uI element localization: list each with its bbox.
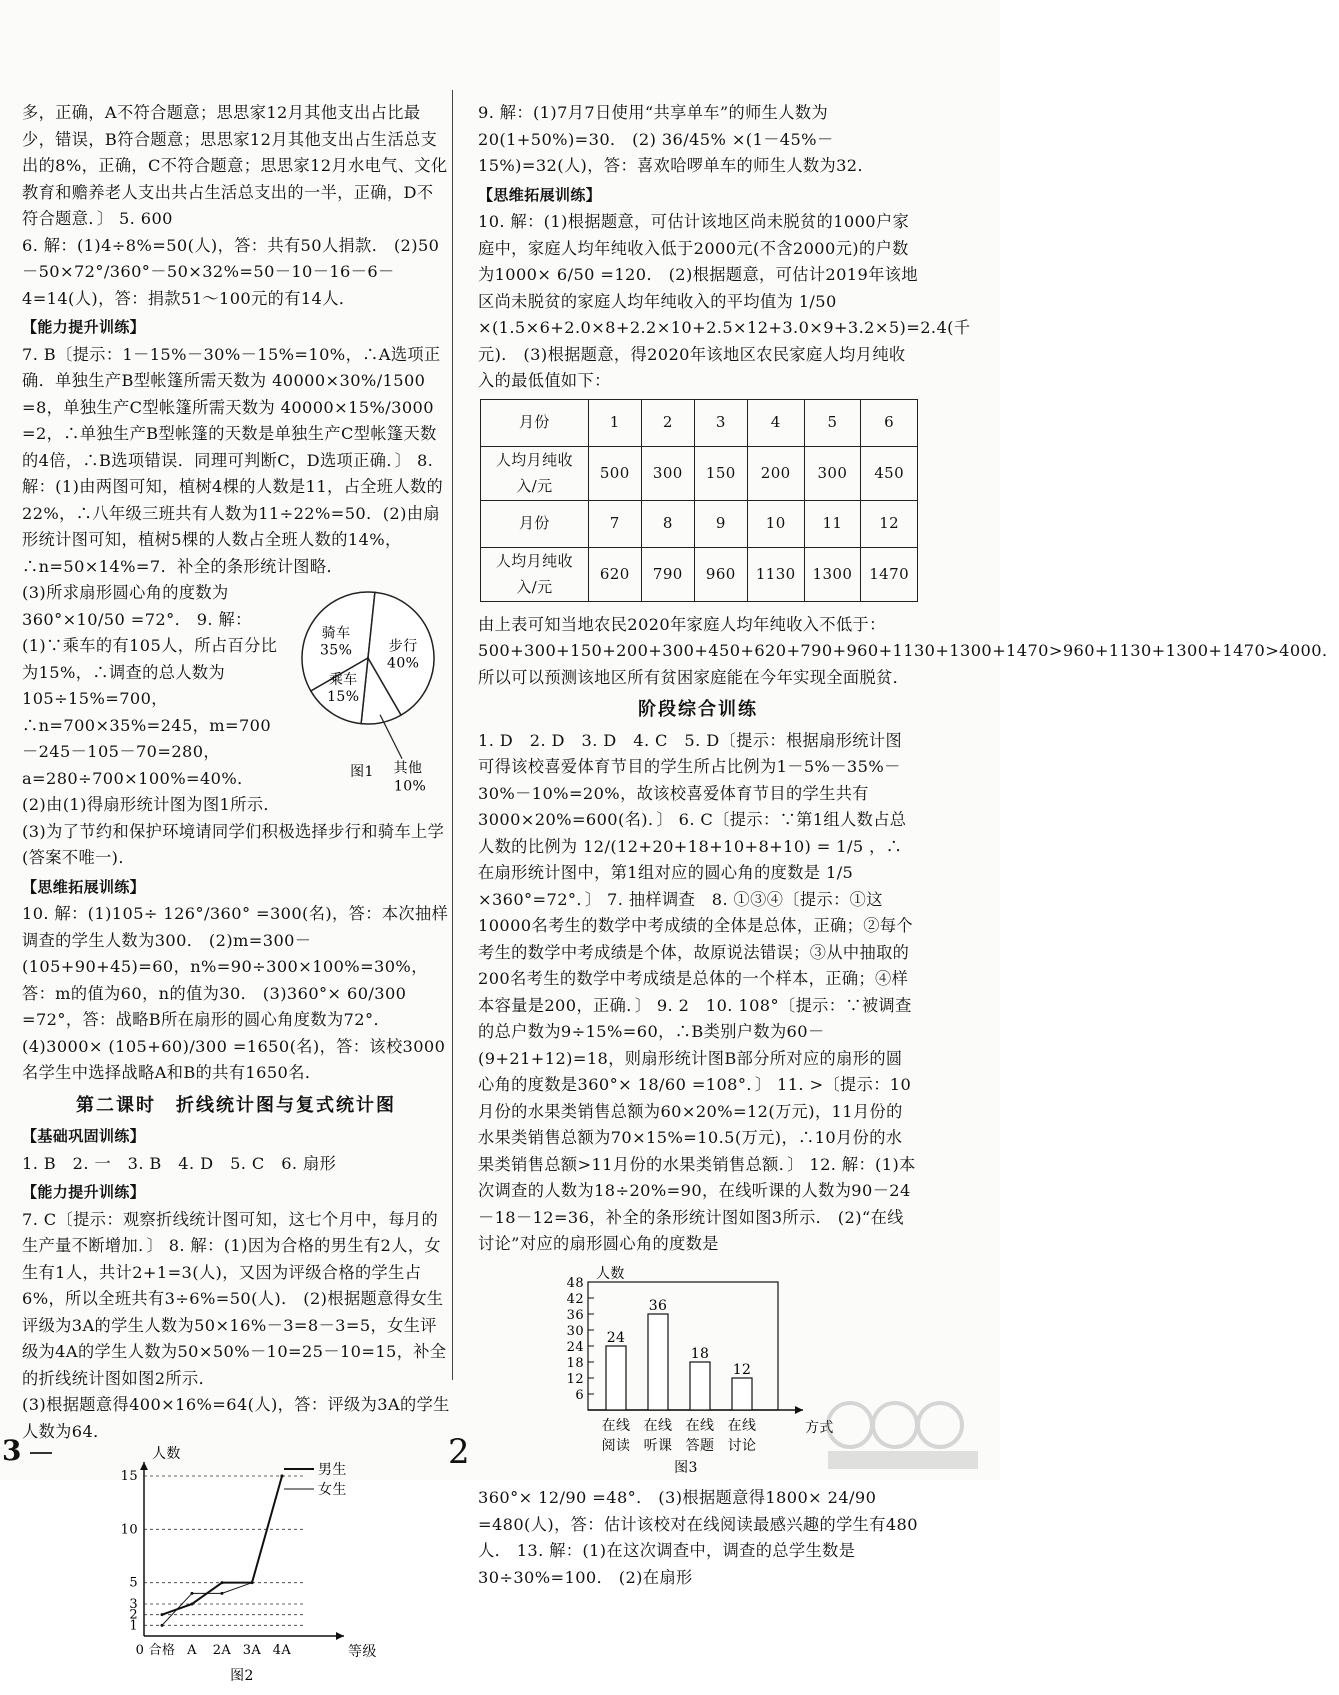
paragraph: 多，正确，A不符合题意；思思家12月其他支出占比最少，错误，B符合题意；思思家12月其他支出占生活总支出的8%，正确，C不符合题意；思思家12月水电气、文化教育和赡养老人支出共占生活总支出的一半，正确，D不符合题意．〕 5. 600 — [22, 103, 448, 228]
y-tick-label: 1 — [129, 1618, 138, 1634]
data-point — [251, 1581, 254, 1584]
y-tick-label: 24 — [566, 1339, 584, 1355]
data-point — [161, 1613, 164, 1616]
x-axis-arrow — [795, 1406, 803, 1414]
paragraph: 1. D 2. D 3. D 4. C 5. D〔提示：根据扇形统计图可得该校喜爱体育节目的学生所占比例为1－5%－35%－30%－10%=20%，故该校喜爱体育节目的学生共有3000×20%=600(名)．〕 6. C〔提示：∵第1组人数占总人数的比例为 12/(12+20+18+10+8+10) = 1/5 ，∴在扇形统计图中，第1组对应的圆心角的度数是 1/5 ×360°=72°．〕 7. 抽样调查 8. ①③④〔提示：①这10000名考生的数学中考成绩的全体是总体，正确；②每个考生的数学中考成绩是个体，故原说法错误；③从中抽取的200名考生的数学中考成绩是总体的一个样本，正确；④样本容量是200，正确．〕 9. 2 10. 108°〔提示：∵被调查的总户数为9÷15%=60，∴B类别户数为60－(9+21+12)=18，则扇形统计图B部分所对应的扇形的圆心角的度数是360°× 18/60 =108°．〕 11. >〔提示：10月份的水果类销售总额为60×20%=12(万元)，11月份的水果类销售总额为70×15%=10.5(万元)，∴10月份的水果类销售总额>11月份的水果类销售总额．〕 12. 解：(1)本次调查的人数为18÷20%=90，在线听课的人数为90－24－18－12=36，补全的条形统计图如图3所示． (2)“在线讨论”对应的扇形圆心角的度数是 — [478, 730, 916, 1253]
x-tick-label: 3A — [242, 1643, 262, 1658]
y-tick-label: 12 — [566, 1371, 584, 1387]
right-column — [478, 100, 1339, 1591]
pie-percent-label: 10% — [393, 778, 427, 795]
y-tick-label: 3 — [129, 1597, 138, 1612]
table-cell: 200 — [747, 446, 804, 500]
table-cell: 2 — [641, 399, 694, 446]
legend-label: 女生 — [318, 1482, 347, 1498]
section-heading: 【思维拓展训练】 — [22, 877, 146, 896]
pie-percent-label: 35% — [319, 642, 353, 659]
x-tick-label-line1: 在线 — [601, 1417, 631, 1434]
pie-category-label: 步行 — [388, 638, 418, 655]
pie-category-label: 其他 — [393, 760, 423, 777]
table-row — [481, 500, 918, 547]
x-tick-label-line2: 讨论 — [727, 1437, 757, 1454]
pie-block — [22, 580, 450, 819]
x-tick-label: 4A — [272, 1643, 292, 1658]
paragraph: 6. 解：(1)4÷8%=50(人)，答：共有50人捐款． (2)50－50×72°/360°－50×32%=50－10－16－6－4=14(人)，答：捐款51～100元的有14人． — [22, 235, 440, 308]
x-axis-label: 等级 — [348, 1644, 377, 1660]
section-title: 阶段综合训练 — [638, 699, 758, 720]
table-cell: 500 — [588, 446, 641, 500]
figure-caption: 图1 — [350, 764, 374, 780]
y-tick-label: 10 — [120, 1522, 138, 1538]
y-tick-label: 48 — [566, 1275, 584, 1291]
page-number: 2 — [448, 1432, 470, 1472]
pie-percent-label: 40% — [387, 655, 420, 672]
table-cell: 12 — [861, 500, 918, 547]
paragraph: (2)由(1)得扇形统计图为图1所示． — [22, 795, 281, 814]
y-axis-label: 人数 — [152, 1446, 181, 1462]
paragraph: (3)为了节约和保护环境请同学们积极选择步行和骑车上学(答案不唯一)． — [22, 821, 445, 867]
series-line-1 — [162, 1476, 282, 1625]
pie-chart-figure-1 — [290, 580, 450, 795]
paragraph: 由上表可知当地农民2020年家庭人均年纯收入不低于：500+300+150+200+300+450+620+790+960+1130+1300+1470>960+1130+1300+1470>4000．所以可以预测该地区所有贫困家庭能在今年实现全面脱贫． — [478, 614, 1339, 687]
table-row — [481, 547, 918, 601]
table-row — [481, 446, 918, 500]
column-divider — [452, 90, 453, 1380]
figure-caption: 图3 — [674, 1459, 698, 1476]
income-table — [480, 399, 918, 602]
paragraph: (3)所求扇形圆心角的度数为 360°×10/50 =72°． 9. 解：(1)∵乘车的有105人，所占百分比为15%，∴调查的总人数为105÷15%=700，∴n=700×35%=245，m=700－245－105－70=280，a=280÷700×100%=40%． — [22, 583, 278, 788]
paragraph: 7. C〔提示：观察折线统计图可知，这七个月中，每月的生产量不断增加．〕 8. 解：(1)因为合格的男生有2人，女生有1人，共计2+1=3(人)，又因为评级合格的学生占6%，所以全班共有3÷6%=50(人)． (2)根据题意得女生评级为3A的学生人数为50×16%－3=8－3=5，女生评级为4A的学生人数为50×50%－10=25－10=15，补全的折线统计图如图2所示． — [22, 1209, 447, 1388]
table-cell: 960 — [694, 547, 747, 601]
y-axis-arrow — [140, 1462, 148, 1470]
table-cell: 300 — [641, 446, 694, 500]
data-point — [161, 1624, 164, 1627]
table-cell: 1300 — [804, 547, 861, 601]
table-cell: 790 — [641, 547, 694, 601]
table-cell: 月份 — [481, 399, 589, 446]
x-tick-label: 合格 — [148, 1643, 176, 1658]
bar-chart-figure-3 — [558, 1262, 838, 1477]
bar-value-label: 18 — [690, 1345, 710, 1362]
data-point — [221, 1592, 224, 1595]
table-cell: 9 — [694, 500, 747, 547]
table-cell: 7 — [588, 500, 641, 547]
watermark-logo — [820, 1385, 990, 1475]
x-tick-label-line1: 在线 — [727, 1417, 757, 1434]
paragraph: (3)根据题意得400×16%=64(人)，答：评级为3A的学生人数为64． — [22, 1395, 450, 1441]
table-cell: 人均月纯收入/元 — [481, 446, 589, 500]
bar-value-label: 12 — [732, 1361, 752, 1378]
y-tick-label: 18 — [566, 1355, 584, 1371]
lesson-title: 第二课时 折线统计图与复式统计图 — [76, 1094, 396, 1116]
section-heading: 【思维拓展训练】 — [478, 185, 602, 204]
bar-value-label: 24 — [606, 1329, 626, 1346]
table-cell: 10 — [747, 500, 804, 547]
x-axis-arrow — [336, 1632, 344, 1640]
x-axis-label: 方式 — [805, 1419, 834, 1436]
bar — [690, 1362, 710, 1410]
table-cell: 月份 — [481, 500, 589, 547]
table-cell: 1 — [588, 399, 641, 446]
y-tick-label: 30 — [566, 1323, 584, 1339]
bar — [648, 1314, 668, 1410]
table-cell: 5 — [804, 399, 861, 446]
origin-label: 0 — [135, 1643, 145, 1658]
table-cell: 3 — [694, 399, 747, 446]
table-cell: 11 — [804, 500, 861, 547]
section-heading: 【能力提升训练】 — [22, 1183, 146, 1201]
x-tick-label-line1: 在线 — [685, 1417, 715, 1434]
table-cell: 1130 — [747, 547, 804, 601]
y-tick-label: 2 — [129, 1607, 138, 1623]
y-tick-label: 5 — [129, 1575, 138, 1591]
table-cell: 人均月纯收入/元 — [481, 547, 589, 601]
table-cell: 4 — [747, 399, 804, 446]
x-tick-label-line2: 听课 — [643, 1437, 673, 1454]
section-heading: 【能力提升训练】 — [22, 318, 146, 336]
data-point — [191, 1603, 194, 1606]
x-tick-label: A — [187, 1643, 197, 1658]
table-cell: 150 — [694, 446, 747, 500]
data-point — [191, 1592, 194, 1595]
bar — [606, 1346, 626, 1410]
table-cell: 450 — [861, 446, 918, 500]
figure-caption: 图2 — [230, 1668, 254, 1684]
x-tick-label-line2: 答题 — [685, 1437, 715, 1454]
table-row — [481, 399, 918, 446]
y-tick-label: 42 — [566, 1291, 584, 1307]
line-chart-figure-2 — [102, 1446, 402, 1686]
left-column — [22, 100, 450, 1695]
paragraph: 10. 解：(1)105÷ 126°/360° =300(名)，答：本次抽样调查的学生人数为300． (2)m=300－(105+90+45)=60，n%=90÷300×100%=30%，答：m的值为60，n的值为30． (3)360°× 60/300 =72°，答：战略B所在扇形的圆心角度数为72°． (4)3000× (105+60)/300 =1650(名)，答：该校3000名学生中选择战略A和B的共有1650名． — [22, 904, 449, 1082]
bar — [732, 1378, 752, 1410]
bar-value-label: 36 — [648, 1297, 668, 1314]
paragraph: 7. B〔提示：1－15%－30%－15%=10%，∴A选项正确．单独生产B型帐篷所需天数为 40000×30%/1500 =8，单独生产C型帐篷所需天数为 40000×15%/3000 =2，∴单独生产B型帐篷的天数是单独生产C型帐篷天数的4倍，∴B选项错误．同理可判断C，D选项正确．〕 8. 解：(1)由两图可知，植树4棵的人数是11，占全班人数的22%，∴八年级三班共有人数为11÷22%=50．(2)由扇形统计图可知，植树5棵的人数占全班人数的14%，∴n=50×14%=7．补全的条形统计图略． — [22, 344, 444, 576]
table-cell: 300 — [804, 446, 861, 500]
table-cell: 1470 — [861, 547, 918, 601]
data-point — [281, 1475, 284, 1478]
legend-label: 男生 — [318, 1462, 347, 1478]
pie-percent-label: 15% — [327, 688, 360, 705]
leader-line — [380, 715, 402, 759]
paragraph: 9. 解：(1)7月7日使用“共享单车”的师生人数为20(1+50%)=30． (2) 36/45% ×(1－45%－15%)=32(人)，答：喜欢哈啰单车的师生人数为32． — [478, 103, 875, 175]
x-tick-label-line1: 在线 — [643, 1417, 673, 1434]
data-point — [221, 1581, 224, 1584]
x-tick-label-line2: 阅读 — [601, 1437, 631, 1454]
paragraph: 360°× 12/90 =48°． (3)根据题意得1800× 24/90 =480(人)，答：估计该校对在线阅读最感兴趣的学生有480人． 13. 解：(1)在这次调查中，调查的总学生数是30÷30%=100． (2)在扇形 — [478, 1488, 918, 1587]
answer-line: 1. B 2. 一 3. B 4. D 5. C 6. 扇形 — [22, 1153, 337, 1173]
y-tick-label: 6 — [575, 1387, 584, 1403]
table-cell: 620 — [588, 547, 641, 601]
table-cell: 8 — [641, 500, 694, 547]
edge-rule — [30, 1452, 52, 1454]
section-heading: 【基础巩固训练】 — [22, 1127, 146, 1145]
table-cell: 6 — [861, 399, 918, 446]
pie-category-label: 乘车 — [328, 671, 358, 688]
y-axis-label: 人数 — [596, 1265, 625, 1282]
pie-category-label: 骑车 — [321, 625, 351, 642]
y-tick-label: 36 — [566, 1307, 584, 1323]
edge-page-number: 3 — [2, 1434, 22, 1467]
y-tick-label: 15 — [120, 1469, 138, 1484]
paragraph: 10. 解：(1)根据题意，可估计该地区尚未脱贫的1000户家庭中，家庭人均年纯收入低于2000元(不含2000元)的户数为1000× 6/50 =120． (2)根据题意，可估计2019年该地区尚未脱贫的家庭人均年纯收入的平均值为 1/50 ×(1.5×6+2.0×8+2.2×10+2.5×12+3.0×9+3.2×5)=2.4(千元)． (3)根据题意，得2020年该地区农民家庭人均月纯收入的最低值如下： — [478, 212, 971, 390]
x-tick-label: 2A — [212, 1643, 232, 1658]
